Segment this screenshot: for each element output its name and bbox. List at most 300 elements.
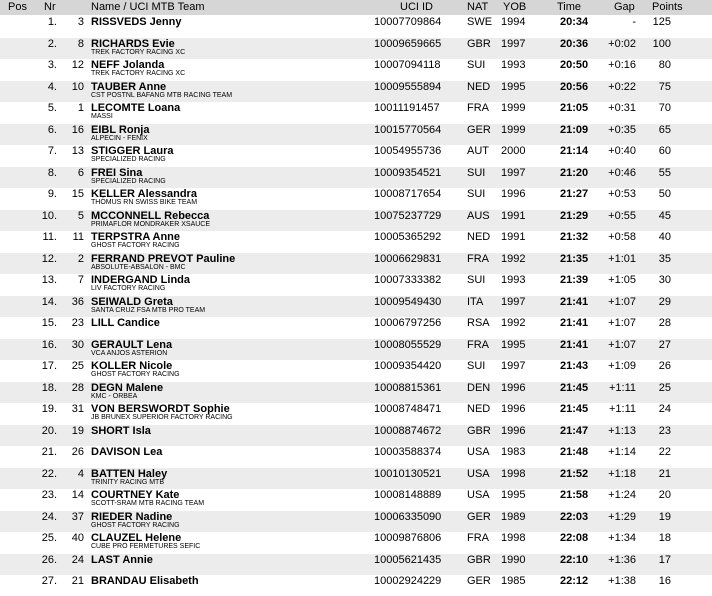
finish-time: 21:27 — [560, 188, 589, 200]
year-of-birth: 1992 — [501, 252, 526, 265]
points: 25 — [658, 381, 671, 394]
uci-id: 10008874672 — [374, 424, 442, 437]
nationality: GBR — [467, 37, 491, 50]
nationality: FRA — [467, 338, 489, 351]
points: 35 — [658, 252, 671, 265]
uci-id: 10005621435 — [374, 553, 442, 566]
uci-id: 10009354521 — [374, 166, 442, 179]
table-row — [0, 425, 712, 446]
uci-id: 10007333382 — [374, 274, 442, 286]
uci-id: 10011191457 — [374, 102, 440, 114]
uci-id: 10010130521 — [374, 467, 442, 480]
row-pos: 23. — [41, 489, 57, 501]
nationality: GBR — [467, 424, 491, 437]
team-name: SPECIALIZED RACING — [91, 156, 166, 163]
points: 17 — [658, 553, 671, 566]
row-pos: 16. — [41, 338, 57, 351]
table-row — [0, 511, 712, 532]
points: 55 — [658, 166, 671, 179]
table-row — [0, 210, 712, 231]
table-row — [0, 102, 712, 123]
row-nr: 21 — [71, 575, 84, 587]
year-of-birth: 1997 — [501, 37, 526, 50]
time-gap: +0:46 — [608, 166, 636, 179]
nationality: NED — [467, 231, 491, 243]
year-of-birth: 1999 — [501, 102, 526, 114]
uci-id: 10008055529 — [374, 338, 442, 351]
nationality: DEN — [467, 381, 491, 394]
points: 65 — [658, 123, 671, 136]
row-pos: 9. — [47, 188, 57, 200]
time-gap: +1:34 — [608, 532, 636, 544]
time-gap: +1:07 — [608, 295, 636, 308]
row-nr: 28 — [71, 381, 84, 394]
time-gap: +0:02 — [608, 37, 636, 50]
row-nr: 6 — [77, 166, 84, 179]
table-row — [0, 446, 712, 467]
points: 45 — [658, 209, 671, 222]
row-nr: 12 — [71, 59, 84, 71]
header-gap: Gap — [614, 1, 635, 13]
year-of-birth: 1993 — [501, 274, 526, 286]
finish-time: 21:39 — [560, 274, 589, 286]
row-nr: 1 — [77, 102, 84, 114]
row-pos: 14. — [41, 295, 57, 308]
team-name: CST POSTNL BAFANG MTB RACING TEAM — [91, 91, 233, 99]
time-gap: +0:40 — [608, 145, 636, 157]
time-gap: +0:55 — [608, 209, 636, 222]
year-of-birth: 1995 — [501, 489, 526, 501]
team-name: ABSOLUTE-ABSALON - BMC — [91, 263, 186, 271]
rider-name: LILL Candice — [91, 317, 160, 329]
rider-name: DEGN Malene — [91, 381, 164, 394]
row-pos: 24. — [41, 510, 57, 523]
row-nr: 8 — [77, 37, 84, 50]
rider-name: BATTEN Haley — [91, 467, 168, 480]
table-row — [0, 489, 712, 510]
rider-name: VON BERSWORDT Sophie — [91, 403, 230, 415]
finish-time: 21:32 — [560, 231, 589, 243]
points: 125 — [652, 16, 671, 28]
nationality: USA — [467, 446, 490, 458]
table-row — [0, 274, 712, 295]
row-nr: 5 — [77, 209, 84, 222]
row-nr: 13 — [71, 145, 84, 157]
nationality: SUI — [467, 59, 486, 71]
points: 60 — [658, 145, 671, 157]
rider-name: KELLER Alessandra — [91, 188, 197, 200]
finish-time: 21:52 — [560, 467, 589, 480]
points: 70 — [658, 102, 671, 114]
time-gap: +0:58 — [608, 231, 636, 243]
points: 24 — [658, 403, 671, 415]
row-pos: 5. — [47, 102, 57, 114]
year-of-birth: 1995 — [501, 338, 526, 351]
nationality: AUT — [467, 145, 489, 157]
year-of-birth: 1991 — [501, 209, 526, 222]
team-name: SPECIALIZED RACING — [91, 177, 166, 185]
table-row — [0, 296, 712, 317]
team-name: MASSI — [91, 113, 113, 120]
finish-time: 20:36 — [560, 37, 589, 50]
row-pos: 21. — [41, 446, 57, 458]
table-row — [0, 81, 712, 102]
finish-time: 22:08 — [560, 532, 589, 544]
uci-id: 10006797256 — [374, 317, 442, 329]
team-name: JB BRUNEX SUPERIOR FACTORY RACING — [91, 414, 233, 421]
rider-name: TERPSTRA Anne — [91, 231, 181, 243]
nationality: USA — [467, 467, 490, 480]
row-pos: 18. — [41, 381, 57, 394]
year-of-birth: 1985 — [501, 575, 526, 587]
uci-id: 10005365292 — [374, 231, 442, 243]
row-nr: 4 — [77, 467, 84, 480]
row-pos: 13. — [41, 274, 57, 286]
row-pos: 20. — [41, 424, 57, 437]
year-of-birth: 1991 — [501, 231, 526, 243]
finish-time: 22:12 — [560, 575, 589, 587]
rider-name: FREI Sina — [91, 166, 143, 179]
uci-id: 10009354420 — [374, 360, 442, 372]
nationality: GBR — [467, 553, 491, 566]
header-nat: NAT — [467, 1, 489, 13]
rider-name: FERRAND PREVOT Pauline — [91, 252, 236, 265]
table-row — [0, 339, 712, 360]
year-of-birth: 1999 — [501, 123, 526, 136]
finish-time: 20:50 — [560, 59, 589, 71]
rider-name: SHORT Isla — [91, 424, 151, 437]
year-of-birth: 1997 — [501, 360, 526, 372]
uci-id: 10009555894 — [374, 80, 442, 93]
points: 27 — [658, 338, 671, 351]
table-row — [0, 554, 712, 575]
finish-time: 21:20 — [560, 166, 589, 179]
points: 23 — [658, 424, 671, 437]
uci-id: 10054955736 — [374, 145, 442, 157]
rider-name: CLAUZEL Helene — [91, 532, 182, 544]
time-gap: +1:29 — [608, 510, 636, 523]
table-row — [0, 360, 712, 381]
uci-id: 10006629831 — [374, 252, 442, 265]
rider-name: DAVISON Lea — [91, 446, 163, 458]
nationality: SUI — [467, 360, 486, 372]
points: 21 — [658, 467, 671, 480]
rider-name: KOLLER Nicole — [91, 360, 173, 372]
row-nr: 30 — [71, 338, 84, 351]
time-gap: +1:09 — [608, 360, 636, 372]
uci-id: 10007709864 — [374, 16, 442, 28]
rider-name: SEIWALD Greta — [91, 295, 173, 308]
table-row — [0, 38, 712, 59]
uci-id: 10002924229 — [374, 575, 442, 587]
header-uci-id: UCI ID — [400, 1, 433, 13]
rider-name: BRANDAU Elisabeth — [91, 575, 199, 587]
time-gap: +1:18 — [608, 467, 636, 480]
row-nr: 40 — [71, 532, 84, 544]
time-gap: +1:07 — [608, 338, 636, 351]
team-name: SANTA CRUZ FSA MTB PRO TEAM — [91, 306, 206, 314]
team-name: SCOTT-SRAM MTB RACING TEAM — [91, 500, 205, 507]
row-nr: 15 — [71, 188, 84, 200]
nationality: FRA — [467, 252, 489, 265]
year-of-birth: 1990 — [501, 553, 526, 566]
row-pos: 17. — [41, 360, 57, 372]
time-gap: +1:36 — [608, 553, 636, 566]
year-of-birth: 1997 — [501, 166, 526, 179]
uci-id: 10003588374 — [374, 446, 442, 458]
team-name: TRINITY RACING MTB — [91, 478, 164, 486]
table-row — [0, 188, 712, 209]
rider-name: NEFF Jolanda — [91, 59, 165, 71]
year-of-birth: 1998 — [501, 532, 526, 544]
row-pos: 3. — [47, 59, 57, 71]
rider-name: INDERGAND Linda — [91, 274, 190, 286]
table-row — [0, 16, 712, 37]
nationality: GER — [467, 510, 491, 523]
rider-name: STIGGER Laura — [91, 145, 174, 157]
finish-time: 20:34 — [560, 16, 589, 28]
table-row — [0, 167, 712, 188]
nationality: GER — [467, 575, 491, 587]
row-pos: 2. — [47, 37, 57, 50]
row-nr: 16 — [71, 123, 84, 136]
rider-name: TAUBER Anne — [91, 80, 167, 93]
points: 16 — [658, 575, 671, 587]
row-nr: 24 — [71, 553, 84, 566]
year-of-birth: 1989 — [501, 510, 526, 523]
uci-id: 10075237729 — [374, 209, 442, 222]
header-nr: Nr — [44, 1, 56, 13]
row-pos: 19. — [41, 403, 57, 415]
row-nr: 25 — [71, 360, 84, 372]
time-gap: +1:11 — [608, 403, 636, 415]
row-nr: 31 — [71, 403, 84, 415]
uci-id: 10015770564 — [374, 123, 442, 136]
time-gap: +1:38 — [608, 575, 636, 587]
rider-name: RISSVEDS Jenny — [91, 16, 182, 28]
points: 30 — [658, 274, 671, 286]
finish-time: 21:47 — [560, 424, 589, 437]
nationality: AUS — [467, 209, 490, 222]
rider-name: RIEDER Nadine — [91, 510, 173, 523]
team-name: THÖMUS RN SWISS BIKE TEAM — [91, 199, 198, 206]
points: 75 — [658, 80, 671, 93]
row-pos: 11. — [42, 231, 57, 243]
row-pos: 1. — [47, 16, 57, 28]
rider-name: COURTNEY Kate — [91, 489, 180, 501]
points: 22 — [658, 446, 671, 458]
year-of-birth: 1997 — [501, 295, 526, 308]
team-name: CUBE PRO FERMETURES SEFIC — [91, 543, 201, 550]
row-nr: 10 — [71, 80, 84, 93]
nationality: NED — [467, 403, 491, 415]
table-row — [0, 468, 712, 489]
year-of-birth: 1996 — [501, 188, 526, 200]
year-of-birth: 2000 — [501, 145, 526, 157]
table-row — [0, 575, 712, 596]
time-gap: +1:24 — [608, 489, 636, 501]
team-name: ALPECIN - FENIX — [91, 134, 148, 142]
finish-time: 21:09 — [560, 123, 589, 136]
nationality: SUI — [467, 274, 486, 286]
header-yob: YOB — [503, 1, 527, 13]
row-nr: 37 — [71, 510, 84, 523]
points: 50 — [658, 188, 671, 200]
rider-name: MCCONNELL Rebecca — [91, 209, 210, 222]
finish-time: 21:41 — [560, 317, 589, 329]
table-row — [0, 59, 712, 80]
uci-id: 10009876806 — [374, 532, 442, 544]
uci-id: 10007094118 — [374, 59, 441, 71]
finish-time: 21:29 — [560, 209, 589, 222]
time-gap: +0:53 — [608, 188, 636, 200]
table-row — [0, 231, 712, 252]
header-pos: Pos — [8, 1, 27, 13]
row-pos: 25. — [41, 532, 57, 544]
row-nr: 14 — [71, 489, 84, 501]
row-pos: 22. — [41, 467, 57, 480]
team-name: GHOST FACTORY RACING — [91, 242, 180, 249]
finish-time: 21:43 — [560, 360, 589, 372]
table-row — [0, 403, 712, 424]
header-time: Time — [557, 1, 582, 13]
nationality: GER — [467, 123, 491, 136]
uci-id: 10008717654 — [374, 188, 442, 200]
row-pos: 12. — [41, 252, 57, 265]
nationality: FRA — [467, 532, 489, 544]
nationality: FRA — [467, 102, 489, 114]
table-row — [0, 532, 712, 553]
time-gap: +0:22 — [608, 80, 636, 93]
team-name: VCA ANJOS ASTERION — [91, 349, 168, 357]
time-gap: +1:14 — [608, 446, 636, 458]
rider-name: EIBL Ronja — [91, 123, 150, 136]
nationality: NED — [467, 80, 491, 93]
row-nr: 7 — [77, 274, 84, 286]
finish-time: 21:41 — [560, 295, 589, 308]
team-name: TREK FACTORY RACING XC — [91, 48, 186, 56]
finish-time: 21:35 — [560, 252, 589, 265]
row-nr: 36 — [71, 295, 84, 308]
points: 26 — [658, 360, 671, 372]
points: 100 — [652, 37, 671, 50]
finish-time: 21:14 — [560, 145, 589, 157]
rider-name: GERAULT Lena — [91, 338, 173, 351]
year-of-birth: 1998 — [501, 467, 526, 480]
time-gap: +0:31 — [608, 102, 636, 114]
finish-time: 21:48 — [560, 446, 589, 458]
rider-name: LAST Annie — [91, 553, 153, 566]
team-name: LIV FACTORY RACING — [91, 285, 166, 292]
uci-id: 10009659665 — [374, 37, 442, 50]
nationality: SWE — [467, 16, 493, 28]
row-nr: 11 — [72, 231, 84, 243]
time-gap: +1:13 — [608, 424, 636, 437]
uci-id: 10008148889 — [374, 489, 442, 501]
team-name: GHOST FACTORY RACING — [91, 521, 180, 529]
finish-time: 21:41 — [560, 338, 589, 351]
time-gap: +1:01 — [608, 252, 636, 265]
points: 20 — [658, 489, 671, 501]
table-row — [0, 382, 712, 403]
points: 40 — [658, 231, 671, 243]
time-gap: +1:11 — [608, 381, 636, 394]
finish-time: 21:45 — [560, 381, 589, 394]
team-name: PRIMAFLOR MONDRAKER XSAUCE — [91, 220, 211, 228]
row-pos: 26. — [41, 553, 57, 566]
team-name: TREK FACTORY RACING XC — [91, 70, 186, 77]
uci-id: 10009549430 — [374, 295, 442, 308]
year-of-birth: 1992 — [501, 317, 526, 329]
header-points: Points — [652, 1, 683, 13]
finish-time: 22:10 — [560, 553, 589, 566]
row-nr: 3 — [77, 16, 84, 28]
nationality: SUI — [467, 188, 486, 200]
year-of-birth: 1994 — [501, 16, 526, 28]
time-gap: +1:05 — [608, 274, 636, 286]
year-of-birth: 1993 — [501, 59, 526, 71]
header-name-team: Name / UCI MTB Team — [91, 1, 205, 13]
points: 80 — [658, 59, 671, 71]
uci-id: 10008815361 — [374, 381, 442, 394]
points: 29 — [658, 295, 671, 308]
row-nr: 26 — [71, 446, 84, 458]
nationality: ITA — [467, 295, 484, 308]
finish-time: 21:58 — [560, 489, 589, 501]
row-nr: 2 — [77, 252, 84, 265]
finish-time: 22:03 — [560, 510, 589, 523]
rider-name: RICHARDS Evie — [91, 37, 175, 50]
time-gap: +1:07 — [608, 317, 636, 329]
year-of-birth: 1996 — [501, 403, 526, 415]
row-nr: 23 — [71, 317, 84, 329]
finish-time: 21:45 — [560, 403, 589, 415]
table-row — [0, 253, 712, 274]
time-gap: - — [632, 16, 636, 28]
time-gap: +0:35 — [608, 123, 636, 136]
table-row — [0, 145, 712, 166]
uci-id: 10008748471 — [374, 403, 442, 415]
table-row — [0, 124, 712, 145]
team-name: KMC - ORBEA — [91, 392, 138, 400]
finish-time: 20:56 — [560, 80, 589, 93]
table-header — [0, 0, 712, 15]
nationality: RSA — [467, 317, 490, 329]
row-pos: 27. — [41, 575, 57, 587]
year-of-birth: 1996 — [501, 424, 526, 437]
time-gap: +0:16 — [608, 59, 636, 71]
row-pos: 6. — [47, 123, 57, 136]
year-of-birth: 1995 — [501, 80, 526, 93]
row-pos: 15. — [41, 317, 57, 329]
year-of-birth: 1983 — [501, 446, 526, 458]
table-row — [0, 317, 712, 338]
year-of-birth: 1996 — [501, 381, 526, 394]
row-nr: 19 — [71, 424, 84, 437]
points: 19 — [658, 510, 671, 523]
row-pos: 7. — [47, 145, 57, 157]
finish-time: 21:05 — [560, 102, 589, 114]
nationality: USA — [467, 489, 490, 501]
points: 18 — [658, 532, 671, 544]
points: 28 — [658, 317, 671, 329]
row-pos: 4. — [47, 80, 57, 93]
nationality: SUI — [467, 166, 486, 179]
row-pos: 10. — [41, 209, 57, 222]
team-name: GHOST FACTORY RACING — [91, 371, 180, 378]
rider-name: LECOMTE Loana — [91, 102, 181, 114]
row-pos: 8. — [47, 166, 57, 179]
